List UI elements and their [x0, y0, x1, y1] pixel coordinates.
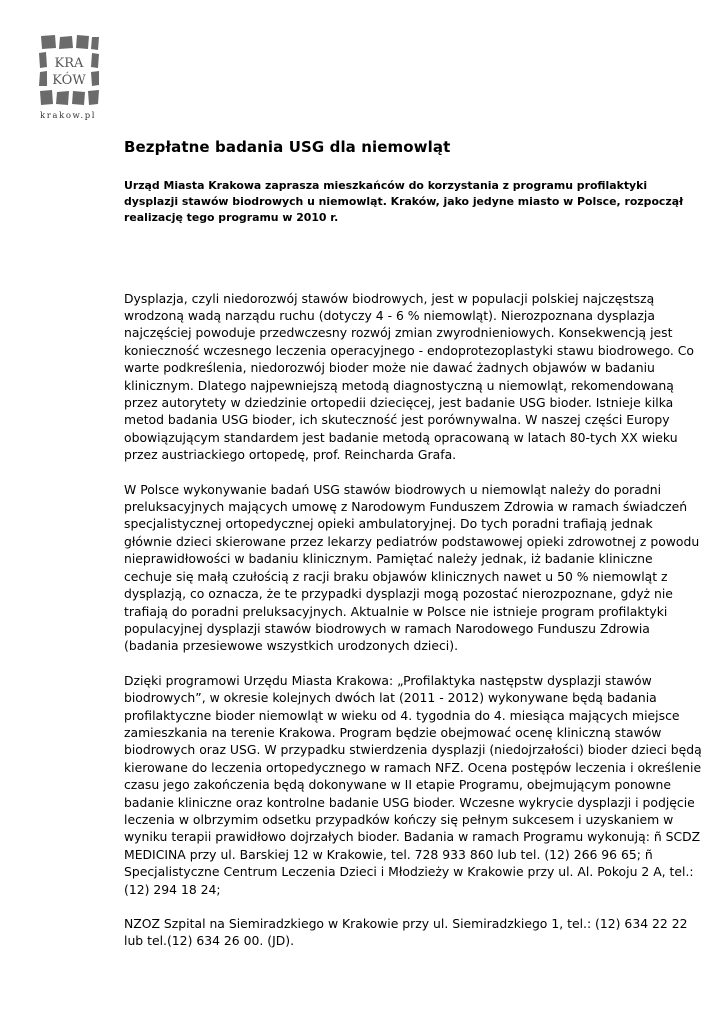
logo-text-line1: KRA — [54, 56, 84, 71]
article-lead: Urząd Miasta Krakowa zaprasza mieszkańców do korzystania z programu profilaktyki dysplazji stawów biodrowych u niemowląt. Kraków, jako jedyne miasto w Polsce, rozpoczął realizację tego programu w 2010 r. — [124, 179, 684, 225]
logo-text-line2: KÓW — [52, 73, 86, 88]
krakow-logo — [38, 34, 100, 122]
article-title: Bezpłatne badania USG dla niemowląt — [124, 138, 451, 156]
article-paragraph-4: NZOZ Szpital na Siemiradzkiego w Krakowie przy ul. Siemiradzkiego 1, tel.: (12) 634 22 22 lub tel.(12) 634 26 00. (JD). — [124, 916, 688, 949]
logo-caption: krakow.pl — [40, 111, 97, 121]
krakow-logo-mark — [38, 34, 100, 114]
article — [124, 136, 704, 950]
article-paragraph-3: Dzięki programowi Urzędu Miasta Krakowa: „Profilaktyka następstw dysplazji stawów biodrowych”, w okresie kolejnych dwóch lat (2011 - 2012) wykonywane będą badania profilaktyczne bioder niemowląt w wieku od 4. tygodnia do 4. miesiąca mających miejsce zamieszkania na terenie Krakowa. Program będzie obejmować ocenę kliniczną stawów biodrowych oraz USG. W przypadku stwierdzenia dysplazji (niedojrzałości) bioder dzieci będą kierowane do leczenia ortopedycznego w ramach NFZ. Ocena postępów leczenia i określenie czasu jego zakończenia będą dokonywane w II etapie Programu, obejmującym ponowne badanie kliniczne oraz kontrolne badanie USG bioder. Wczesne wykrycie dysplazji i podjęcie leczenia w olbrzymim odsetku przypadków kończy się pełnym sukcesem i uzyskaniem w wyniku terapii prawidłowo dojrzałych bioder. Badania w ramach Programu wykonują: ñ SCDZ MEDICINA przy ul. Barskiej 12 w Krakowie, tel. 728 933 860 lub tel. (12) 266 96 65; ñ Specjalistyczne Centrum Leczenia Dzieci i Młodzieży w Krakowie przy ul. Al. Pokoju 2 A, tel.: (12) 294 18 24; — [124, 672, 702, 897]
article-paragraph-1: Dysplazja, czyli niedorozwój stawów biodrowych, jest w populacji polskiej najczęstszą wrodzoną wadą narządu ruchu (dotyczy 4 - 6 % niemowląt). Nierozpoznana dysplazja najczęściej powoduje przedwczesny rozwój zmian zwyrodnieniowych. Konsekwencją jest konieczność wczesnego leczenia operacyjnego - endoprotezoplastyki stawu biodrowego. Co warte podkreślenia, niedorozwój bioder może nie dawać żadnych objawów w badaniu klinicznym. Dlatego najpewniejszą metodą diagnostyczną u niemowląt, rekomendowaną przez autorytety w dziedzinie ortopedii dziecięcej, jest badanie USG bioder. Istnieje kilka metod badania USG bioder, ich skuteczność jest porównywalna. W naszej części Europy obowiązującym standardem jest badanie metodą opracowaną w latach 80-tych XX wieku przez austriackiego ortopedę, prof. Reincharda Grafa. — [124, 290, 694, 463]
article-paragraph-2: W Polsce wykonywanie badań USG stawów biodrowych u niemowląt należy do poradni preluksacyjnych mających umowę z Narodowym Funduszem Zdrowia w ramach świadczeń specjalistycznej ortopedycznej opieki ambulatoryjnej. Do tych poradni trafiają jednak głównie dzieci skierowane przez lekarzy pediatrów podstawowej opieki zdrowotnej z powodu nieprawidłowości w badaniu klinicznym. Pamiętać należy jednak, iż badanie kliniczne cechuje się małą czułością z racji braku objawów klinicznych nawet u 50 % niemowląt z dysplazją, co oznacza, że te przypadki dysplazji mogą pozostać nierozpoznane, gdyż nie trafiają do poradni preluksacyjnych. Aktualnie w Polsce nie istnieje program profilaktyki populacyjnej dysplazji stawów biodrowych w ramach Narodowego Funduszu Zdrowia (badania przesiewowe wszystkich urodzonych dzieci). — [124, 481, 700, 654]
